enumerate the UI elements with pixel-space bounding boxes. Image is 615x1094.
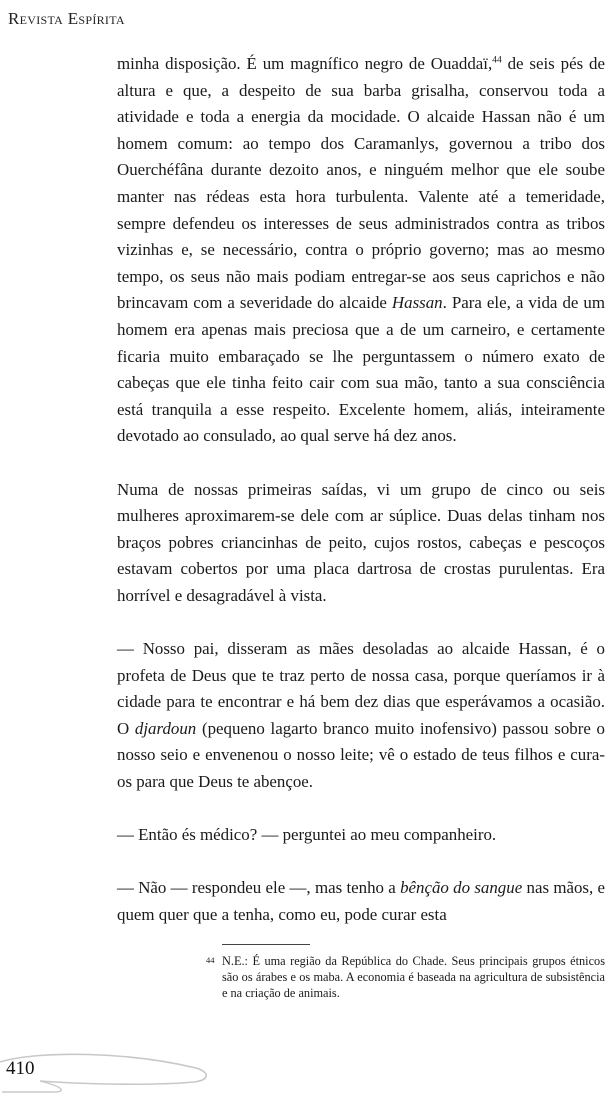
paragraph-2: Numa de nossas primeiras saídas, vi um grupo de cinco ou seis mulheres aproximarem-se dele com ar súplice. Duas delas tinham nos braços pobres criancinhas de peito, cujos rostos, cabeças e pescoços estavam cobertos por uma placa dartrosa de crostas purulentas. Era horrível e desagradável à vista.: [117, 479, 605, 605]
paragraph-1-part-c: . Para ele, a vida de um homem era apenas mais preciosa que a de um carneiro, e certamente ficaria muito embaraçado se lhe perguntassem o número exato de cabeças que ele tinha feito cair com sua mão, tanto a sua consciência está tranquila a esse respeito. Excelente homem, aliás, inteiramente devotado ao consulado, ao qual serve há dez anos.: [117, 293, 605, 446]
paragraph-1-emphasis: Hassan: [391, 293, 443, 313]
footnote-reference[interactable]: 44: [492, 55, 502, 66]
paragraph-5-part-b: nas mãos, e quem quer que a tenha, como eu, pode curar esta: [117, 878, 605, 924]
page-number: 410: [6, 1058, 35, 1079]
footnote-mark: 44: [206, 955, 215, 965]
paragraph-1-part-b: de seis pés de altura e que, a despeito de sua barba grisalha, conservou toda a atividade e toda a energia da mocidade. O alcaide Hassan não é um homem comum: ao tempo dos Caramanlys, governou a tribo dos Ouerchéfâna durante dezoito anos, e ninguém melhor que ele soube manter nas rédeas esta hora turbulenta. Valente até a temeridade, sempre defendeu os interesses de seus administrados contra as tribos vizinhas e, se necessário, contra o próprio governo; mas ao mesmo tempo, os seus não mais podiam entregar-se aos seus caprichos e não brincavam com a severidade do alcaide: [117, 54, 605, 313]
paragraph-5: [117, 875, 605, 928]
body-text: [117, 51, 605, 929]
running-title: Revista Espírita: [8, 9, 125, 28]
paragraph-4: — Então és médico? — perguntei ao meu companheiro.: [117, 825, 497, 845]
paragraph-1: [117, 51, 605, 450]
paragraph-3-part-b: (pequeno lagarto branco muito inofensivo) passou sobre o nosso seio e envenenou o nosso leite; vê o estado de teus filhos e cura-os para que Deus te abençoe.: [117, 718, 605, 792]
paragraph-3-emphasis: djardoun: [134, 718, 197, 738]
paragraph-3: [117, 636, 605, 796]
paragraph-3-part-a: — Nosso pai, disseram as mães desoladas ao alcaide Hassan, é o profeta de Deus que te traz perto de nossa casa, porque queríamos ir à cidade para te encontrar e há bem dez dias que esperávamos a ocasião. O: [117, 639, 605, 738]
paragraph-1-part-a: minha disposição. É um magnífico negro de Ouaddaï,: [117, 54, 493, 73]
footnote-text: N.E.: É uma região da República do Chade. Seus principais grupos étnicos são os árabes e os maba. A economia é baseada na agricultura de subsistência e na criação de animais.: [222, 954, 605, 1001]
footnote-divider: [222, 944, 310, 945]
paragraph-5-part-a: — Não — respondeu ele —, mas tenho a: [117, 878, 401, 898]
paragraph-5-emphasis: bênção do sangue: [400, 878, 523, 898]
footnote: [206, 953, 605, 1002]
